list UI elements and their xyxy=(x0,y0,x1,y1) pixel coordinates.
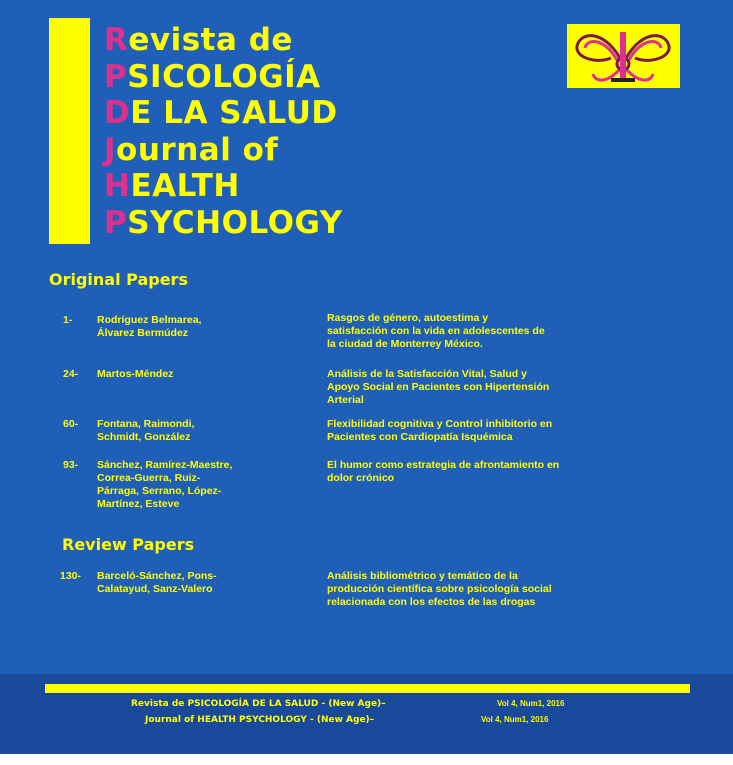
page-number: 60- xyxy=(63,418,79,430)
paper-authors: Barceló-Sánchez, Pons- Calatayud, Sanz-Valero xyxy=(97,570,217,595)
review-papers-heading: Review Papers xyxy=(62,535,195,554)
journal-title xyxy=(104,22,343,241)
footer-volume-spanish: Vol 4, Num1, 2016 xyxy=(497,699,565,708)
paper-authors: Rodríguez Belmarea, Álvarez Bermúdez xyxy=(97,314,202,339)
title-line-5: HEALTH xyxy=(104,168,240,204)
paper-authors: Sánchez, Ramírez-Maestre, Correa-Guerra, Ruiz- Párraga, Serrano, López- Martínez, Esteve xyxy=(97,459,233,510)
paper-authors: Martos-Méndez xyxy=(97,368,174,380)
title-line-2: PSICOLOGÍA xyxy=(104,58,321,95)
paper-title: Flexibilidad cognitiva y Control inhibitorio en Pacientes con Cardiopatía Isquémica xyxy=(327,418,553,443)
page-number: 1- xyxy=(63,314,73,326)
journal-emblem-icon xyxy=(567,24,680,88)
title-line-6: PSYCHOLOGY xyxy=(104,204,343,241)
title-line-1: Revista de xyxy=(104,22,293,58)
footer-line-spanish: Revista de PSICOLOGÍA DE LA SALUD - (New Age)– xyxy=(131,699,386,709)
yellow-vertical-bar xyxy=(49,18,90,244)
page-number: 93- xyxy=(63,459,79,471)
paper-authors: Fontana, Raimondi, Schmidt, González xyxy=(97,418,195,443)
footer-yellow-bar xyxy=(45,684,690,693)
page-number: 24- xyxy=(63,368,79,380)
paper-title: Análisis de la Satisfacción Vital, Salud y Apoyo Social en Pacientes con Hipertensión Arterial xyxy=(327,368,550,406)
page-number: 130- xyxy=(60,570,82,582)
title-line-4: Journal of xyxy=(104,131,279,168)
paper-title: Rasgos de género, autoestima y satisfacción con la vida en adolescentes de la ciudad de Monterrey México. xyxy=(327,312,545,350)
title-line-3: DE LA SALUD xyxy=(104,95,338,131)
paper-title: El humor como estrategia de afrontamiento en dolor crónico xyxy=(327,459,560,484)
paper-title: Análisis bibliométrico y temático de la producción científica sobre psicología social relacionada con los efectos de las drogas xyxy=(327,570,552,608)
footer-line-english: Journal of HEALTH PSYCHOLOGY - (New Age)– xyxy=(145,715,375,725)
original-papers-heading: Original Papers xyxy=(49,270,188,289)
footer-volume-english: Vol 4, Num1, 2016 xyxy=(481,715,549,724)
bottom-strip xyxy=(0,754,733,765)
